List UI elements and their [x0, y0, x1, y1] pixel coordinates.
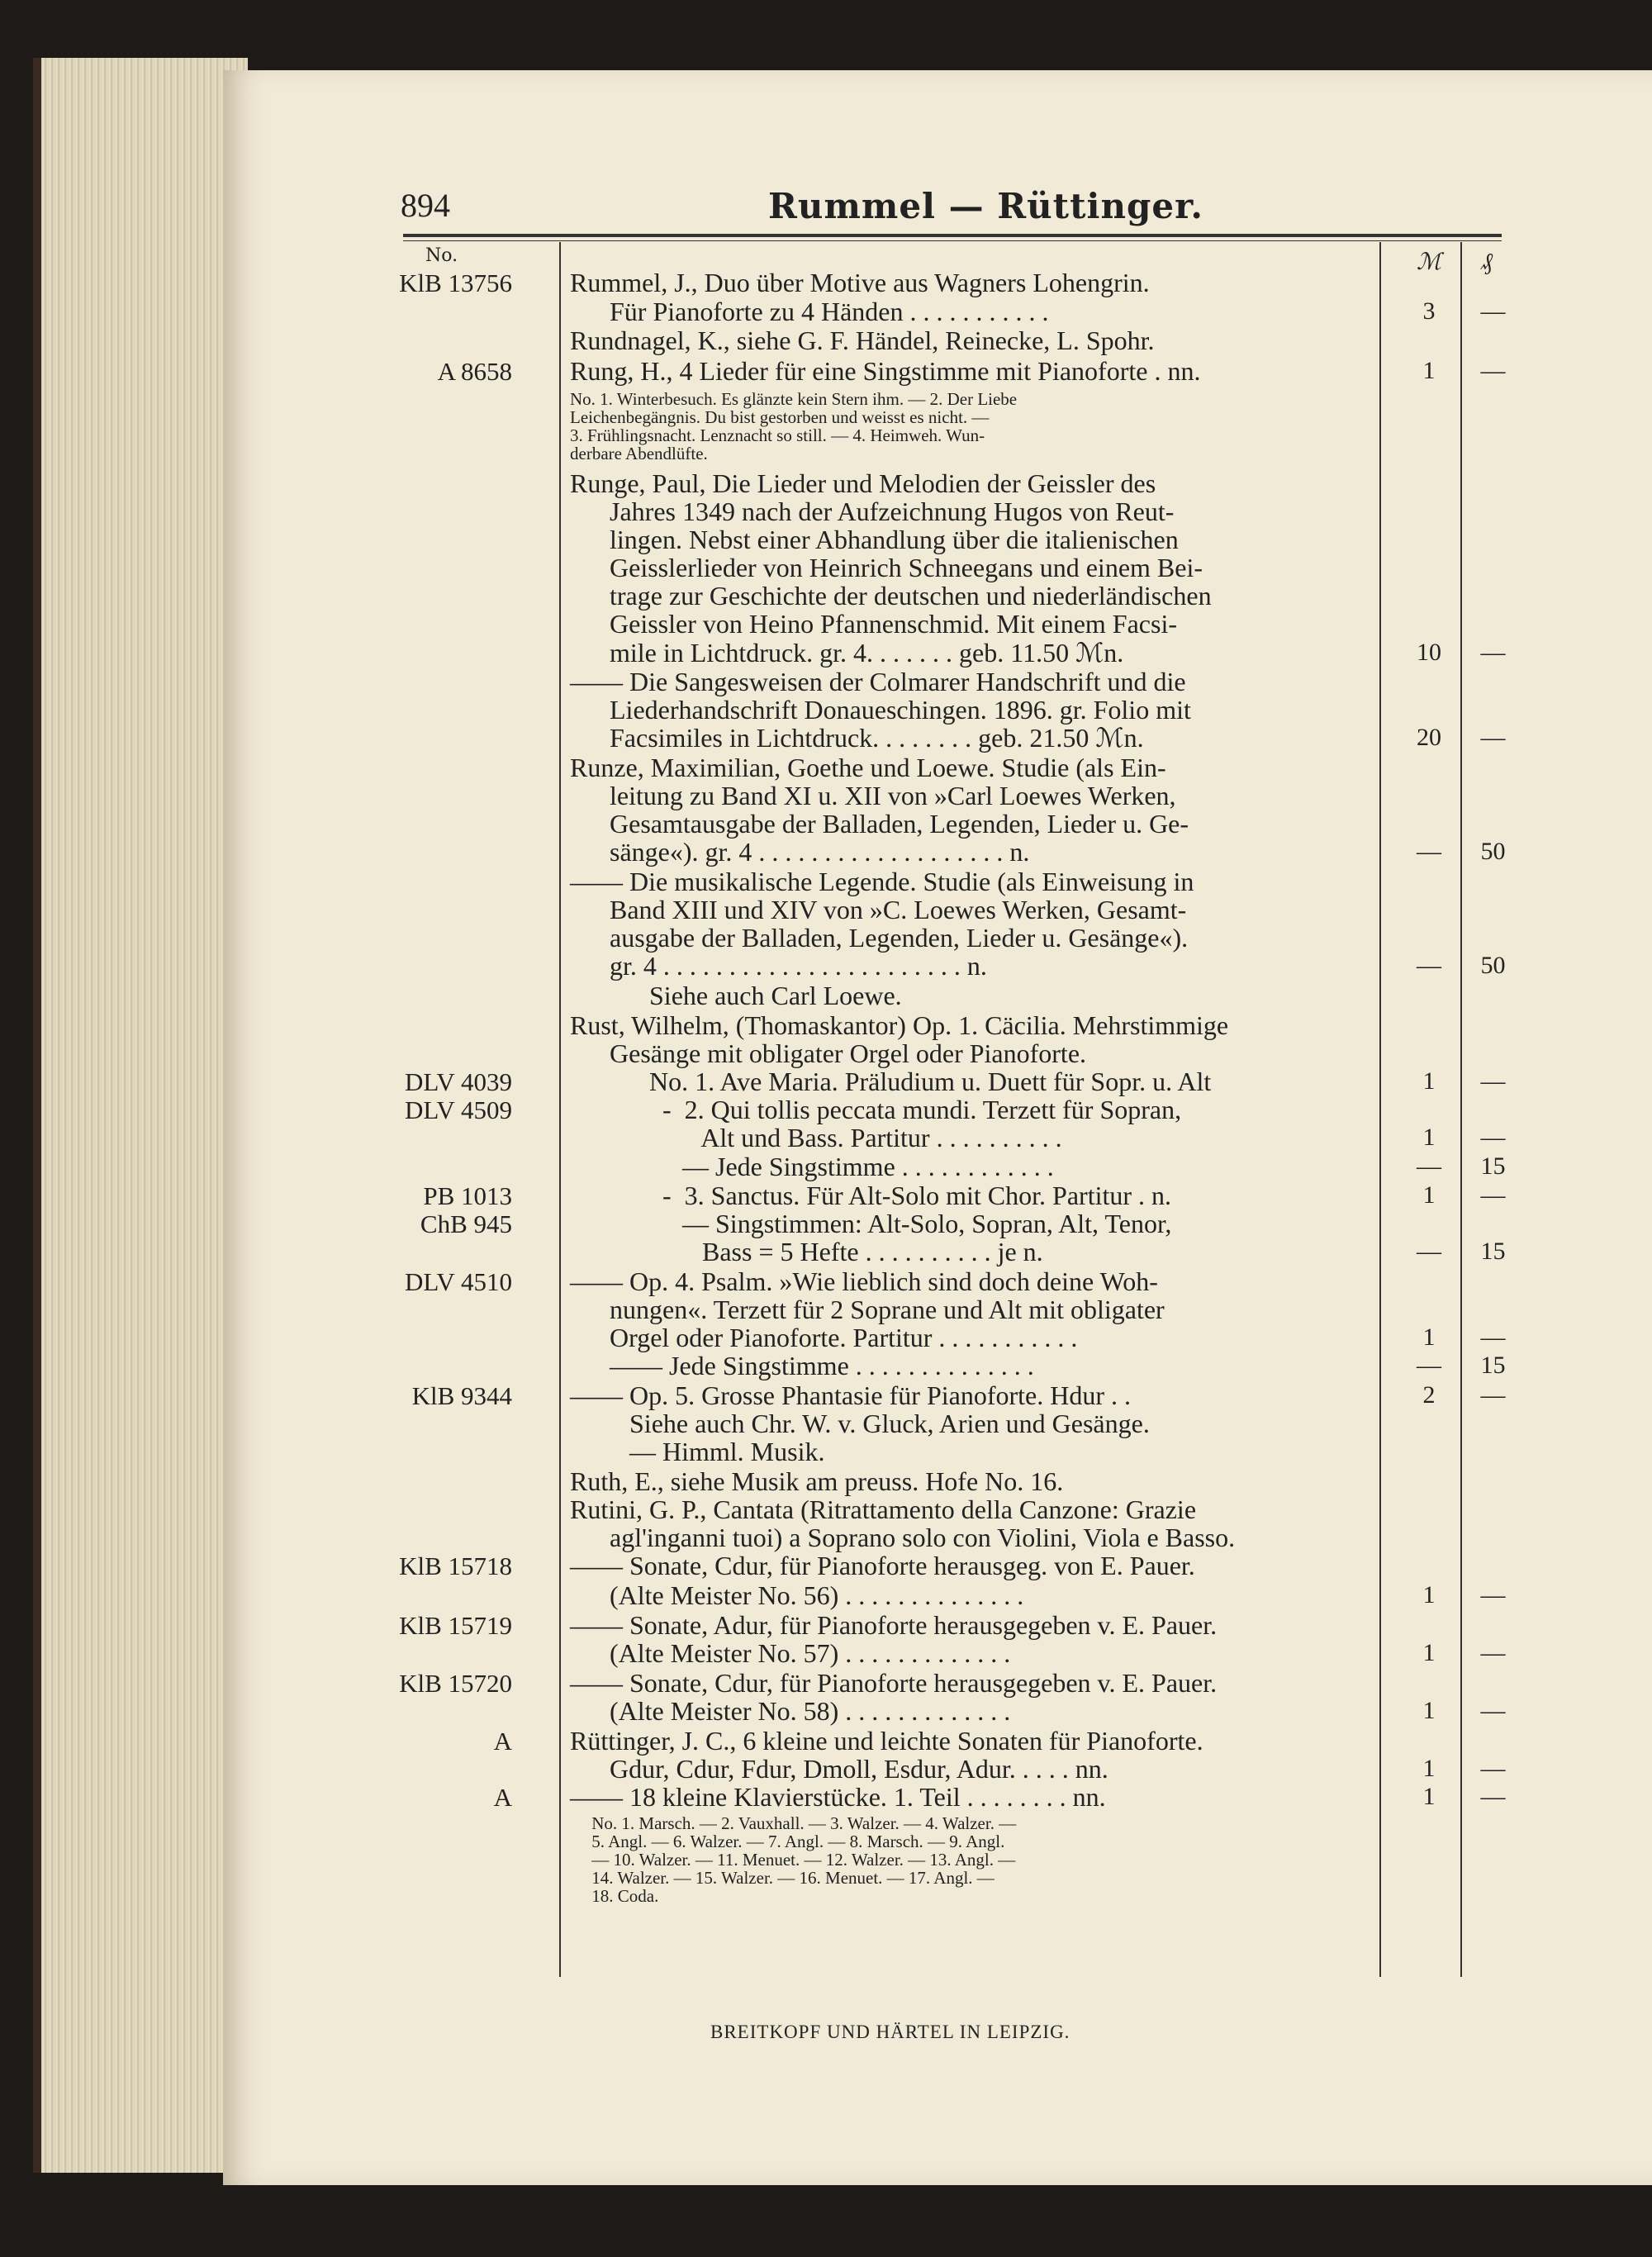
entry-text: — Himml. Musik.	[570, 1437, 825, 1466]
price-mark: 1	[1422, 1323, 1436, 1351]
entry-text: Für Pianoforte zu 4 Händen . . . . . . . . . . .	[570, 297, 1049, 326]
column-rule-left	[559, 242, 561, 1977]
entry-text: mile in Lichtdruck. gr. 4. . . . . . . geb. 11.50 ℳn.	[570, 638, 1124, 668]
price-pfennig: —	[1480, 1124, 1506, 1151]
price-mark: —	[1417, 952, 1441, 979]
catalog-number: A 8658	[437, 357, 512, 386]
entry-text: Rummel, J., Duo über Motive aus Wagners Lohengrin.	[570, 268, 1150, 297]
catalog-number: DLV 4039	[404, 1067, 512, 1096]
price-mark: 1	[1422, 1697, 1436, 1724]
catalog-number: PB 1013	[423, 1181, 512, 1210]
entry-text: No. 1. Marsch. — 2. Vauxhall. — 3. Walzer. — 4. Walzer. —	[570, 1813, 1017, 1833]
price-mark: —	[1417, 1238, 1441, 1265]
entry-text: - 2. Qui tollis peccata mundi. Terzett für Sopran,	[570, 1095, 1182, 1124]
entry-text: Alt und Bass. Partitur . . . . . . . . . .	[570, 1123, 1062, 1152]
catalog-number: KlB 15719	[399, 1611, 512, 1640]
book-page-edges	[33, 58, 248, 2173]
entry-text: nungen«. Terzett für 2 Soprane und Alt mit obligater	[570, 1295, 1165, 1324]
entry-text: — Jede Singstimme . . . . . . . . . . . .	[570, 1152, 1054, 1181]
entry-text: —— Sonate, Cdur, für Pianoforte herausgeg. von E. Pauer.	[570, 1551, 1195, 1580]
catalog-number: KlB 13756	[399, 268, 512, 297]
page-number: 894	[401, 187, 450, 224]
header-rule	[403, 234, 1502, 237]
entry-text: —— Op. 4. Psalm. »Wie lieblich sind doch deine Woh-	[570, 1266, 1158, 1296]
price-pfennig: —	[1480, 1381, 1506, 1409]
entry-text: —— Sonate, Adur, für Pianoforte herausgegeben v. E. Pauer.	[570, 1610, 1218, 1640]
entry-text: Facsimiles in Lichtdruck. . . . . . . . geb. 21.50 ℳn.	[570, 723, 1144, 753]
entry-text: 18. Coda.	[570, 1886, 659, 1906]
price-mark: 1	[1422, 1755, 1436, 1782]
entry-text: agl'inganni tuoi) a Soprano solo con Violini, Viola e Basso.	[570, 1523, 1236, 1552]
entry-text: Gesänge mit obligater Orgel oder Pianoforte.	[570, 1038, 1087, 1068]
catalog-page	[223, 70, 1652, 2185]
entry-text: Rundnagel, K., siehe G. F. Händel, Reinecke, L. Spohr.	[570, 325, 1155, 355]
entry-text: leitung zu Band XI u. XII von »Carl Loewes Werken,	[570, 781, 1176, 810]
entry-text: Geisslerlieder von Heinrich Schneegans und einem Bei-	[570, 553, 1203, 582]
price-pfennig: —	[1480, 1181, 1506, 1209]
price-mark: 1	[1422, 1124, 1436, 1151]
entry-text: Siehe auch Chr. W. v. Gluck, Arien und Gesänge.	[570, 1409, 1150, 1438]
entry-text: Jahres 1349 nach der Aufzeichnung Hugos von Reut-	[570, 497, 1175, 526]
entry-text: Siehe auch Carl Loewe.	[570, 981, 902, 1010]
price-pfennig: —	[1480, 1067, 1506, 1095]
entry-text: Gdur, Cdur, Fdur, Dmoll, Esdur, Adur. . . . . nn.	[570, 1754, 1108, 1784]
entry-text: Geissler von Heino Pfannenschmid. Mit einem Facsi-	[570, 609, 1177, 639]
catalog-number: KlB 15720	[399, 1669, 512, 1698]
price-mark: 10	[1417, 639, 1441, 666]
price-mark: 1	[1422, 1783, 1436, 1810]
entry-text: 3. Frühlingsnacht. Lenznacht so still. — 4. Heimweh. Wun-	[570, 425, 985, 445]
entry-text: —— Op. 5. Grosse Phantasie für Pianoforte. Hdur . .	[570, 1380, 1131, 1410]
price-mark: —	[1417, 1152, 1441, 1180]
catalog-number: DLV 4510	[404, 1267, 512, 1296]
entry-text: derbare Abendlüfte.	[570, 444, 708, 463]
entry-text: —— Die Sangesweisen der Colmarer Handschrift und die	[570, 667, 1186, 696]
entry-text: Runge, Paul, Die Lieder und Melodien der Geissler des	[570, 468, 1156, 498]
entry-text: Ruth, E., siehe Musik am preuss. Hofe No. 16.	[570, 1466, 1064, 1496]
entry-text: —— Die musikalische Legende. Studie (als Einweisung in	[570, 867, 1194, 896]
pfennig-column-header: ₰	[1481, 248, 1493, 275]
entry-text: (Alte Meister No. 56) . . . . . . . . . . . . . .	[570, 1580, 1024, 1610]
price-pfennig: —	[1480, 297, 1506, 325]
publisher-footer: BREITKOPF UND HÄRTEL IN LEIPZIG.	[710, 2022, 1070, 2042]
entry-text: No. 1. Ave Maria. Präludium u. Duett für Sopr. u. Alt	[570, 1067, 1212, 1096]
entry-text: —— 18 kleine Klavierstücke. 1. Teil . . . . . . . . nn.	[570, 1782, 1106, 1812]
entry-text: Band XIII und XIV von »C. Loewes Werken, Gesamt-	[570, 895, 1187, 924]
catalog-number: KlB 9344	[411, 1381, 512, 1410]
entry-text: Rüttinger, J. C., 6 kleine und leichte Sonaten für Pianoforte.	[570, 1726, 1203, 1756]
entry-text: (Alte Meister No. 57) . . . . . . . . . . . . .	[570, 1638, 1011, 1668]
price-pfennig: —	[1480, 1697, 1506, 1724]
entry-text: 5. Angl. — 6. Walzer. — 7. Angl. — 8. Marsch. — 9. Angl.	[570, 1832, 1005, 1851]
price-pfennig: 15	[1480, 1152, 1506, 1180]
price-pfennig: —	[1480, 1783, 1506, 1810]
price-pfennig: —	[1480, 1755, 1506, 1782]
entry-text: Liederhandschrift Donaueschingen. 1896. gr. Folio mit	[570, 695, 1191, 725]
price-mark: 1	[1422, 1181, 1436, 1209]
price-mark: 1	[1422, 1639, 1436, 1666]
price-pfennig: 15	[1480, 1352, 1506, 1379]
price-mark: 1	[1422, 1067, 1436, 1095]
price-pfennig: —	[1480, 1581, 1506, 1608]
entry-text: Rung, H., 4 Lieder für eine Singstimme mit Pianoforte . nn.	[570, 356, 1201, 386]
entry-text: —— Sonate, Cdur, für Pianoforte herausgegeben v. E. Pauer.	[570, 1668, 1218, 1698]
entry-text: Orgel oder Pianoforte. Partitur . . . . . . . . . . .	[570, 1323, 1078, 1352]
entry-text: sänge«). gr. 4 . . . . . . . . . . . . . . . . . . . n.	[570, 837, 1030, 867]
entry-text: 14. Walzer. — 15. Walzer. — 16. Menuet. — 17. Angl. —	[570, 1868, 995, 1888]
entry-text: - 3. Sanctus. Für Alt-Solo mit Chor. Partitur . n.	[570, 1181, 1172, 1210]
catalog-number: KlB 15718	[399, 1551, 512, 1580]
price-pfennig: —	[1480, 357, 1506, 384]
entry-text: Runze, Maximilian, Goethe und Loewe. Studie (als Ein-	[570, 753, 1166, 782]
catalog-number: A	[493, 1783, 512, 1812]
entry-text: ausgabe der Balladen, Legenden, Lieder u. Gesänge«).	[570, 923, 1189, 953]
catalog-number: A	[493, 1727, 512, 1756]
price-mark: —	[1417, 838, 1441, 865]
price-mark: —	[1417, 1352, 1441, 1379]
entry-text: (Alte Meister No. 58) . . . . . . . . . . . . .	[570, 1696, 1011, 1726]
mark-column-header: ℳ	[1417, 248, 1441, 275]
price-mark: 2	[1422, 1381, 1436, 1409]
price-pfennig: —	[1480, 1639, 1506, 1666]
entry-text: — Singstimmen: Alt-Solo, Sopran, Alt, Tenor,	[570, 1209, 1172, 1238]
entry-text: No. 1. Winterbesuch. Es glänzte kein Stern ihm. — 2. Der Liebe	[570, 389, 1018, 409]
entry-text: Rutini, G. P., Cantata (Ritrattamento della Canzone: Grazie	[570, 1494, 1197, 1524]
price-pfennig: —	[1480, 724, 1506, 751]
price-mark: 3	[1422, 297, 1436, 325]
catalog-number: DLV 4509	[404, 1095, 512, 1124]
catalog-number: ChB 945	[420, 1209, 512, 1238]
catalog-number-label: No.	[425, 245, 458, 266]
entry-text: — 10. Walzer. — 11. Menuet. — 12. Walzer. — 13. Angl. —	[570, 1850, 1016, 1870]
entry-text: Rust, Wilhelm, (Thomaskantor) Op. 1. Cäcilia. Mehrstimmige	[570, 1010, 1229, 1040]
entry-text: trage zur Geschichte der deutschen und niederländischen	[570, 581, 1212, 611]
price-pfennig: 50	[1480, 838, 1506, 865]
entry-text: Gesamtausgabe der Balladen, Legenden, Lieder u. Ge-	[570, 809, 1189, 839]
price-pfennig: 50	[1480, 952, 1506, 979]
price-pfennig: —	[1480, 639, 1506, 666]
price-mark: 1	[1422, 1581, 1436, 1608]
running-head: Rummel — Rüttinger.	[768, 186, 1203, 226]
price-mark: 1	[1422, 357, 1436, 384]
entry-text: Bass = 5 Hefte . . . . . . . . . . je n.	[570, 1237, 1043, 1266]
price-pfennig: —	[1480, 1323, 1506, 1351]
entry-text: lingen. Nebst einer Abhandlung über die italienischen	[570, 525, 1179, 554]
header-rule-thin	[403, 240, 1502, 241]
entry-text: —— Jede Singstimme . . . . . . . . . . . . . .	[570, 1351, 1034, 1380]
entry-text: gr. 4 . . . . . . . . . . . . . . . . . . . . . . . n.	[570, 951, 987, 981]
price-pfennig: 15	[1480, 1238, 1506, 1265]
price-mark: 20	[1417, 724, 1441, 751]
entry-text: Leichenbegängnis. Du bist gestorben und weisst es nicht. —	[570, 407, 990, 427]
